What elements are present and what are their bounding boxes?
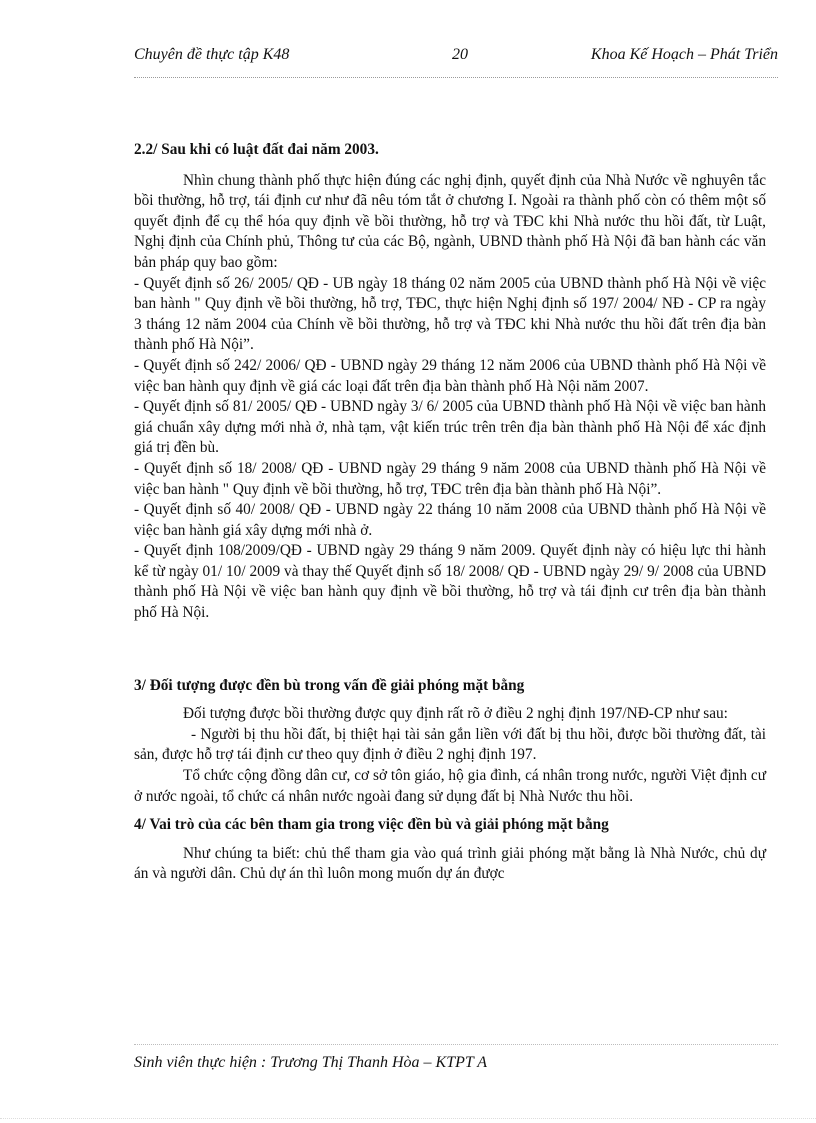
section-2-2-heading: 2.2/ Sau khi có luật đất đai năm 2003. [134,141,379,158]
section-3-paragraph: Tổ chức cộng đồng dân cư, cơ sở tôn giáo, hộ gia đình, cá nhân trong nước, người Việt định cư ở nước ngoài, tổ chức cá nhân nước ngoài đang sử dụng đất bị Nhà Nước thu hồi. [134,767,766,805]
header-divider [134,77,778,78]
document-body [134,140,766,885]
decision-item: - Quyết định số 81/ 2005/ QĐ - UBND ngày 3/ 6/ 2005 của UBND thành phố Hà Nội về việc ban hành giá chuẩn xây dựng mới nhà ở, nhà tạm, vật kiến trúc trên trên địa bàn thành phố Hà Nội để xác định giá trị đền bù. [134,398,766,457]
section-3-paragraph: - Người bị thu hồi đất, bị thiệt hại tài sản gắn liền với đất bị thu hồi, được bồi thường đất, tài sản, được hỗ trợ tái định cư theo quy định ở điều 2 nghị định 197. [134,725,766,764]
section-3-heading: 3/ Đối tượng được đền bù trong vấn đề giải phóng mặt bằng [134,676,525,694]
header-faculty: Khoa Kế Hoạch – Phát Triển [590,46,778,63]
decision-item: - Quyết định số 242/ 2006/ QĐ - UBND ngày 29 tháng 12 năm 2006 của UBND thành phố Hà Nội về việc ban hành quy định về giá các loại đất trên địa bàn thành phố Hà Nội năm 2007. [134,356,766,395]
decision-item: - Quyết định 108/2009/QĐ - UBND ngày 29 tháng 9 năm 2009. Quyết định này có hiệu lực thi hành kể từ ngày 01/ 10/ 2009 và thay thế Quyết định số 18/ 2008/ QĐ - UBND ngày 29/ 9/ 2008 của UBND thành phố Hà Nội về việc ban hành quy định về bồi thường, hỗ trợ và tái định cư trên địa bàn thành phố Hà Nội. [134,542,766,622]
header-course-title: Chuyên đề thực tập K48 [134,46,290,63]
section-4-heading: 4/ Vai trò của các bên tham gia trong việc đền bù và giải phóng mặt bằng [134,816,609,834]
page-header [134,46,778,72]
section-2-2-intro: Nhìn chung thành phố thực hiện đúng các nghị định, quyết định của Nhà Nước về nghuyên tắc bồi thường, hỗ trợ, tái định cư như đã nêu tóm tắt ở chương I. Ngoài ra thành phố còn có thêm một số quyết định để cụ thể hóa quy định về bồi thường, hỗ trợ và TĐC khi Nhà nước thu hồi đất, từ Luật, Nghị định của Chính phủ, Thông tư của các Bộ, ngành, UBND thành phố Hà Nội đã ban hành các văn bản pháp quy bao gồm: [134,171,766,271]
page-number: 20 [452,46,468,63]
page-bottom-divider [0,1118,816,1119]
decision-item: - Quyết định số 18/ 2008/ QĐ - UBND ngày 29 tháng 9 năm 2008 của UBND thành phố Hà Nội về việc ban hành " Quy định về bồi thường, hỗ trợ, TĐC trên địa bàn thành phố Hà Nội”. [134,459,766,498]
section-4-paragraph: Như chúng ta biết: chủ thể tham gia vào quá trình giải phóng mặt bằng là Nhà Nước, chủ dự án và người dân. Chủ dự án thì luôn mong muốn dự án được [134,844,766,883]
footer-divider [134,1044,778,1045]
decision-item: - Quyết định số 40/ 2008/ QĐ - UBND ngày 22 tháng 10 năm 2008 của UBND thành phố Hà Nội về việc ban hành giá xây dựng mới nhà ở. [134,501,766,539]
section-3-paragraph: Đối tượng được bồi thường được quy định rất rõ ở điều 2 nghị định 197/NĐ-CP như sau: [183,705,728,723]
decision-item: - Quyết định số 26/ 2005/ QĐ - UB ngày 18 tháng 02 năm 2005 của UBND thành phố Hà Nội về việc ban hành " Quy định về bồi thường, hỗ trợ, TĐC, thực hiện Nghị định số 197/ 2004/ NĐ - CP ra ngày 3 tháng 12 năm 2004 của Chính về bồi thường, hỗ trợ và TĐC khi Nhà nước thu hồi đất trên địa bàn thành phố Hà Nội”. [134,274,766,354]
page-footer: Sinh viên thực hiện : Trương Thị Thanh Hòa – KTPT A [134,1054,487,1071]
